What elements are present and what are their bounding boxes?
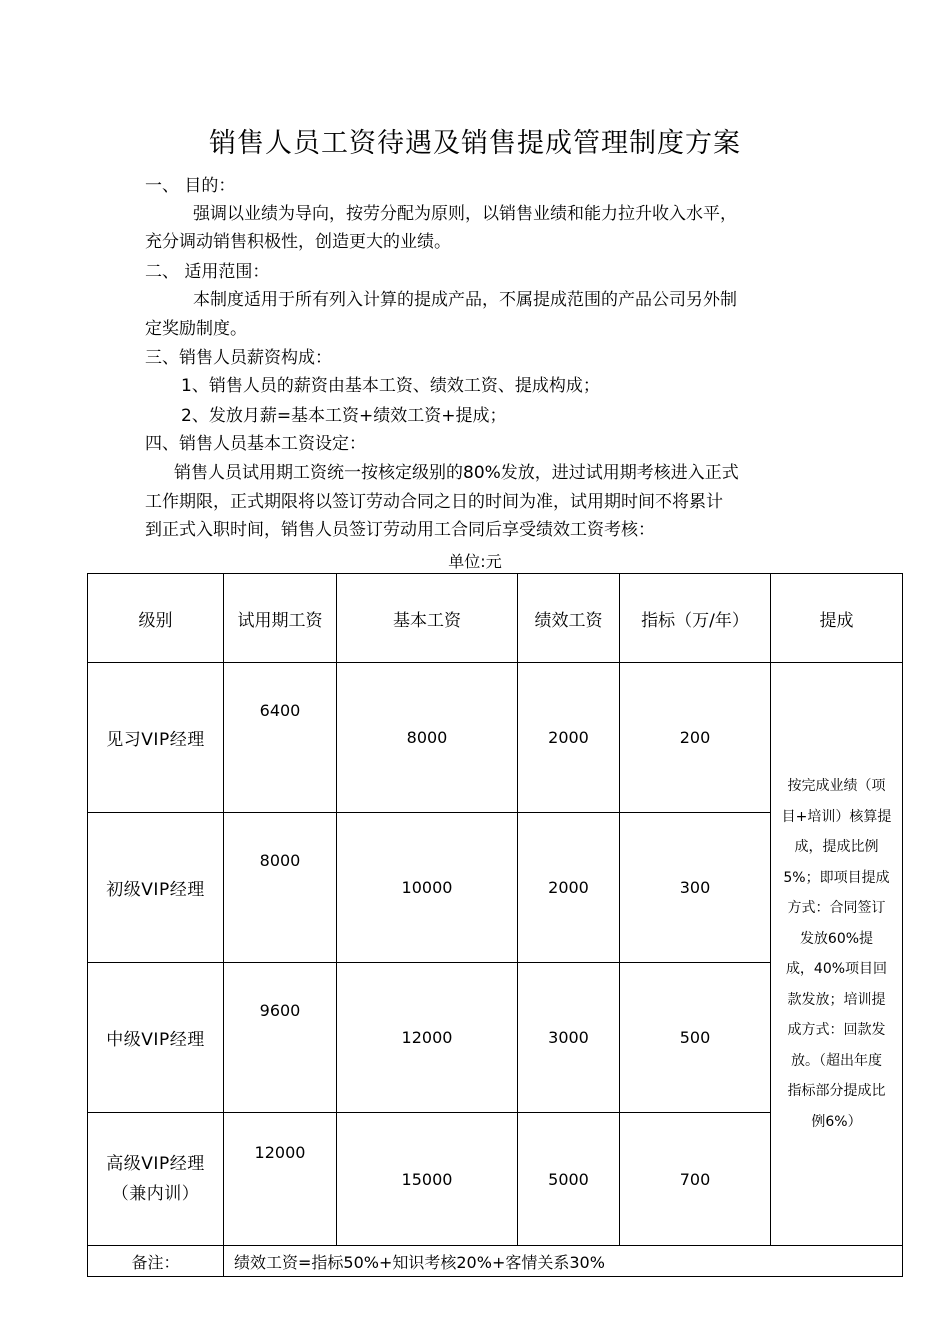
base-salary-cell: 8000: [337, 663, 518, 813]
commission-line: 5%；即项目提成: [783, 869, 890, 886]
table-row: [88, 663, 903, 813]
unit-label: 单位:元: [448, 552, 502, 571]
section-4-paragraph-line-1: 销售人员试用期工资统一按核定级别的80%发放，进过试用期考核进入正式: [174, 463, 739, 483]
section-2-paragraph-line-1: 本制度适用于所有列入计算的提成产品，不属提成范围的产品公司另外制: [193, 290, 737, 310]
commission-line: 目+培训）核算提: [781, 808, 892, 825]
commission-line: 方式：合同签订: [787, 900, 886, 916]
header-base-salary: 基本工资: [337, 574, 518, 663]
base-salary-cell: 15000: [337, 1113, 518, 1246]
header-trial-salary: 试用期工资: [224, 574, 337, 663]
commission-line: 例6%）: [811, 1113, 862, 1130]
level-subtitle: （兼内训）: [111, 1184, 200, 1204]
section-2-paragraph-line-2: 定奖励制度。: [145, 319, 247, 339]
commission-line: 款发放；培训提: [787, 991, 886, 1008]
header-commission: 提成: [771, 574, 903, 663]
performance-salary-cell: 5000: [518, 1113, 620, 1246]
level-cell: [88, 1113, 224, 1246]
section-4-paragraph-line-2: 工作期限，正式期限将以签订劳动合同之日的时间为准，试用期时间不将累计: [145, 492, 723, 512]
section-1-paragraph-line-1: 强调以业绩为导向，按劳分配为原则，以销售业绩和能力拉升收入水平，: [193, 204, 737, 224]
commission-line: 指标部分提成比: [787, 1083, 886, 1099]
section-3-item-1: 1、销售人员的薪资由基本工资、绩效工资、提成构成；: [181, 376, 600, 396]
level-cell: 见习VIP经理: [88, 663, 224, 813]
trial-salary-cell: 9600: [224, 963, 337, 1113]
trial-salary-cell: 12000: [224, 1113, 337, 1246]
commission-line: 发放60%提: [799, 930, 874, 947]
table-header-row: [88, 574, 903, 663]
target-cell: 500: [620, 963, 771, 1113]
performance-salary-cell: 2000: [518, 813, 620, 963]
level-cell: 中级VIP经理: [88, 963, 224, 1113]
commission-line: 成方式：回款发: [787, 1022, 886, 1038]
section-3-item-2: 2、发放月薪=基本工资+绩效工资+提成；: [181, 406, 507, 426]
base-salary-cell: 12000: [337, 963, 518, 1113]
note-row: [88, 1246, 903, 1277]
level-cell: 初级VIP经理: [88, 813, 224, 963]
performance-salary-cell: 3000: [518, 963, 620, 1113]
commission-line: 成，40%项目回: [785, 961, 888, 977]
section-4-paragraph-line-3: 到正式入职时间，销售人员签订劳动用工合同后享受绩效工资考核：: [145, 520, 655, 540]
section-3-heading: 三、销售人员薪资构成：: [145, 348, 332, 368]
commission-line: 按完成业绩（项: [787, 778, 886, 794]
header-level: 级别: [88, 574, 224, 663]
performance-salary-cell: 2000: [518, 663, 620, 813]
section-1-heading: 一、 目的：: [145, 176, 236, 196]
header-performance-salary: 绩效工资: [518, 574, 620, 663]
level-name: 高级VIP经理: [106, 1154, 205, 1174]
section-1-paragraph-line-2: 充分调动销售积极性，创造更大的业绩。: [145, 232, 451, 252]
note-label: 备注：: [88, 1246, 224, 1277]
base-salary-cell: 10000: [337, 813, 518, 963]
commission-line: 成，提成比例: [794, 839, 879, 855]
target-cell: 700: [620, 1113, 771, 1246]
note-text: 绩效工资=指标50%+知识考核20%+客情关系30%: [224, 1246, 903, 1277]
trial-salary-cell: 8000: [224, 813, 337, 963]
salary-table: [87, 573, 903, 1277]
header-target: 指标（万/年）: [620, 574, 771, 663]
target-cell: 300: [620, 813, 771, 963]
trial-salary-cell: 6400: [224, 663, 337, 813]
target-cell: 200: [620, 663, 771, 813]
commission-cell: [771, 663, 903, 1246]
section-2-heading: 二、 适用范围：: [145, 262, 270, 282]
page-title: 销售人员工资待遇及销售提成管理制度方案: [209, 128, 741, 159]
section-4-heading: 四、销售人员基本工资设定：: [145, 434, 366, 454]
commission-line: 放。（超出年度: [791, 1052, 882, 1069]
